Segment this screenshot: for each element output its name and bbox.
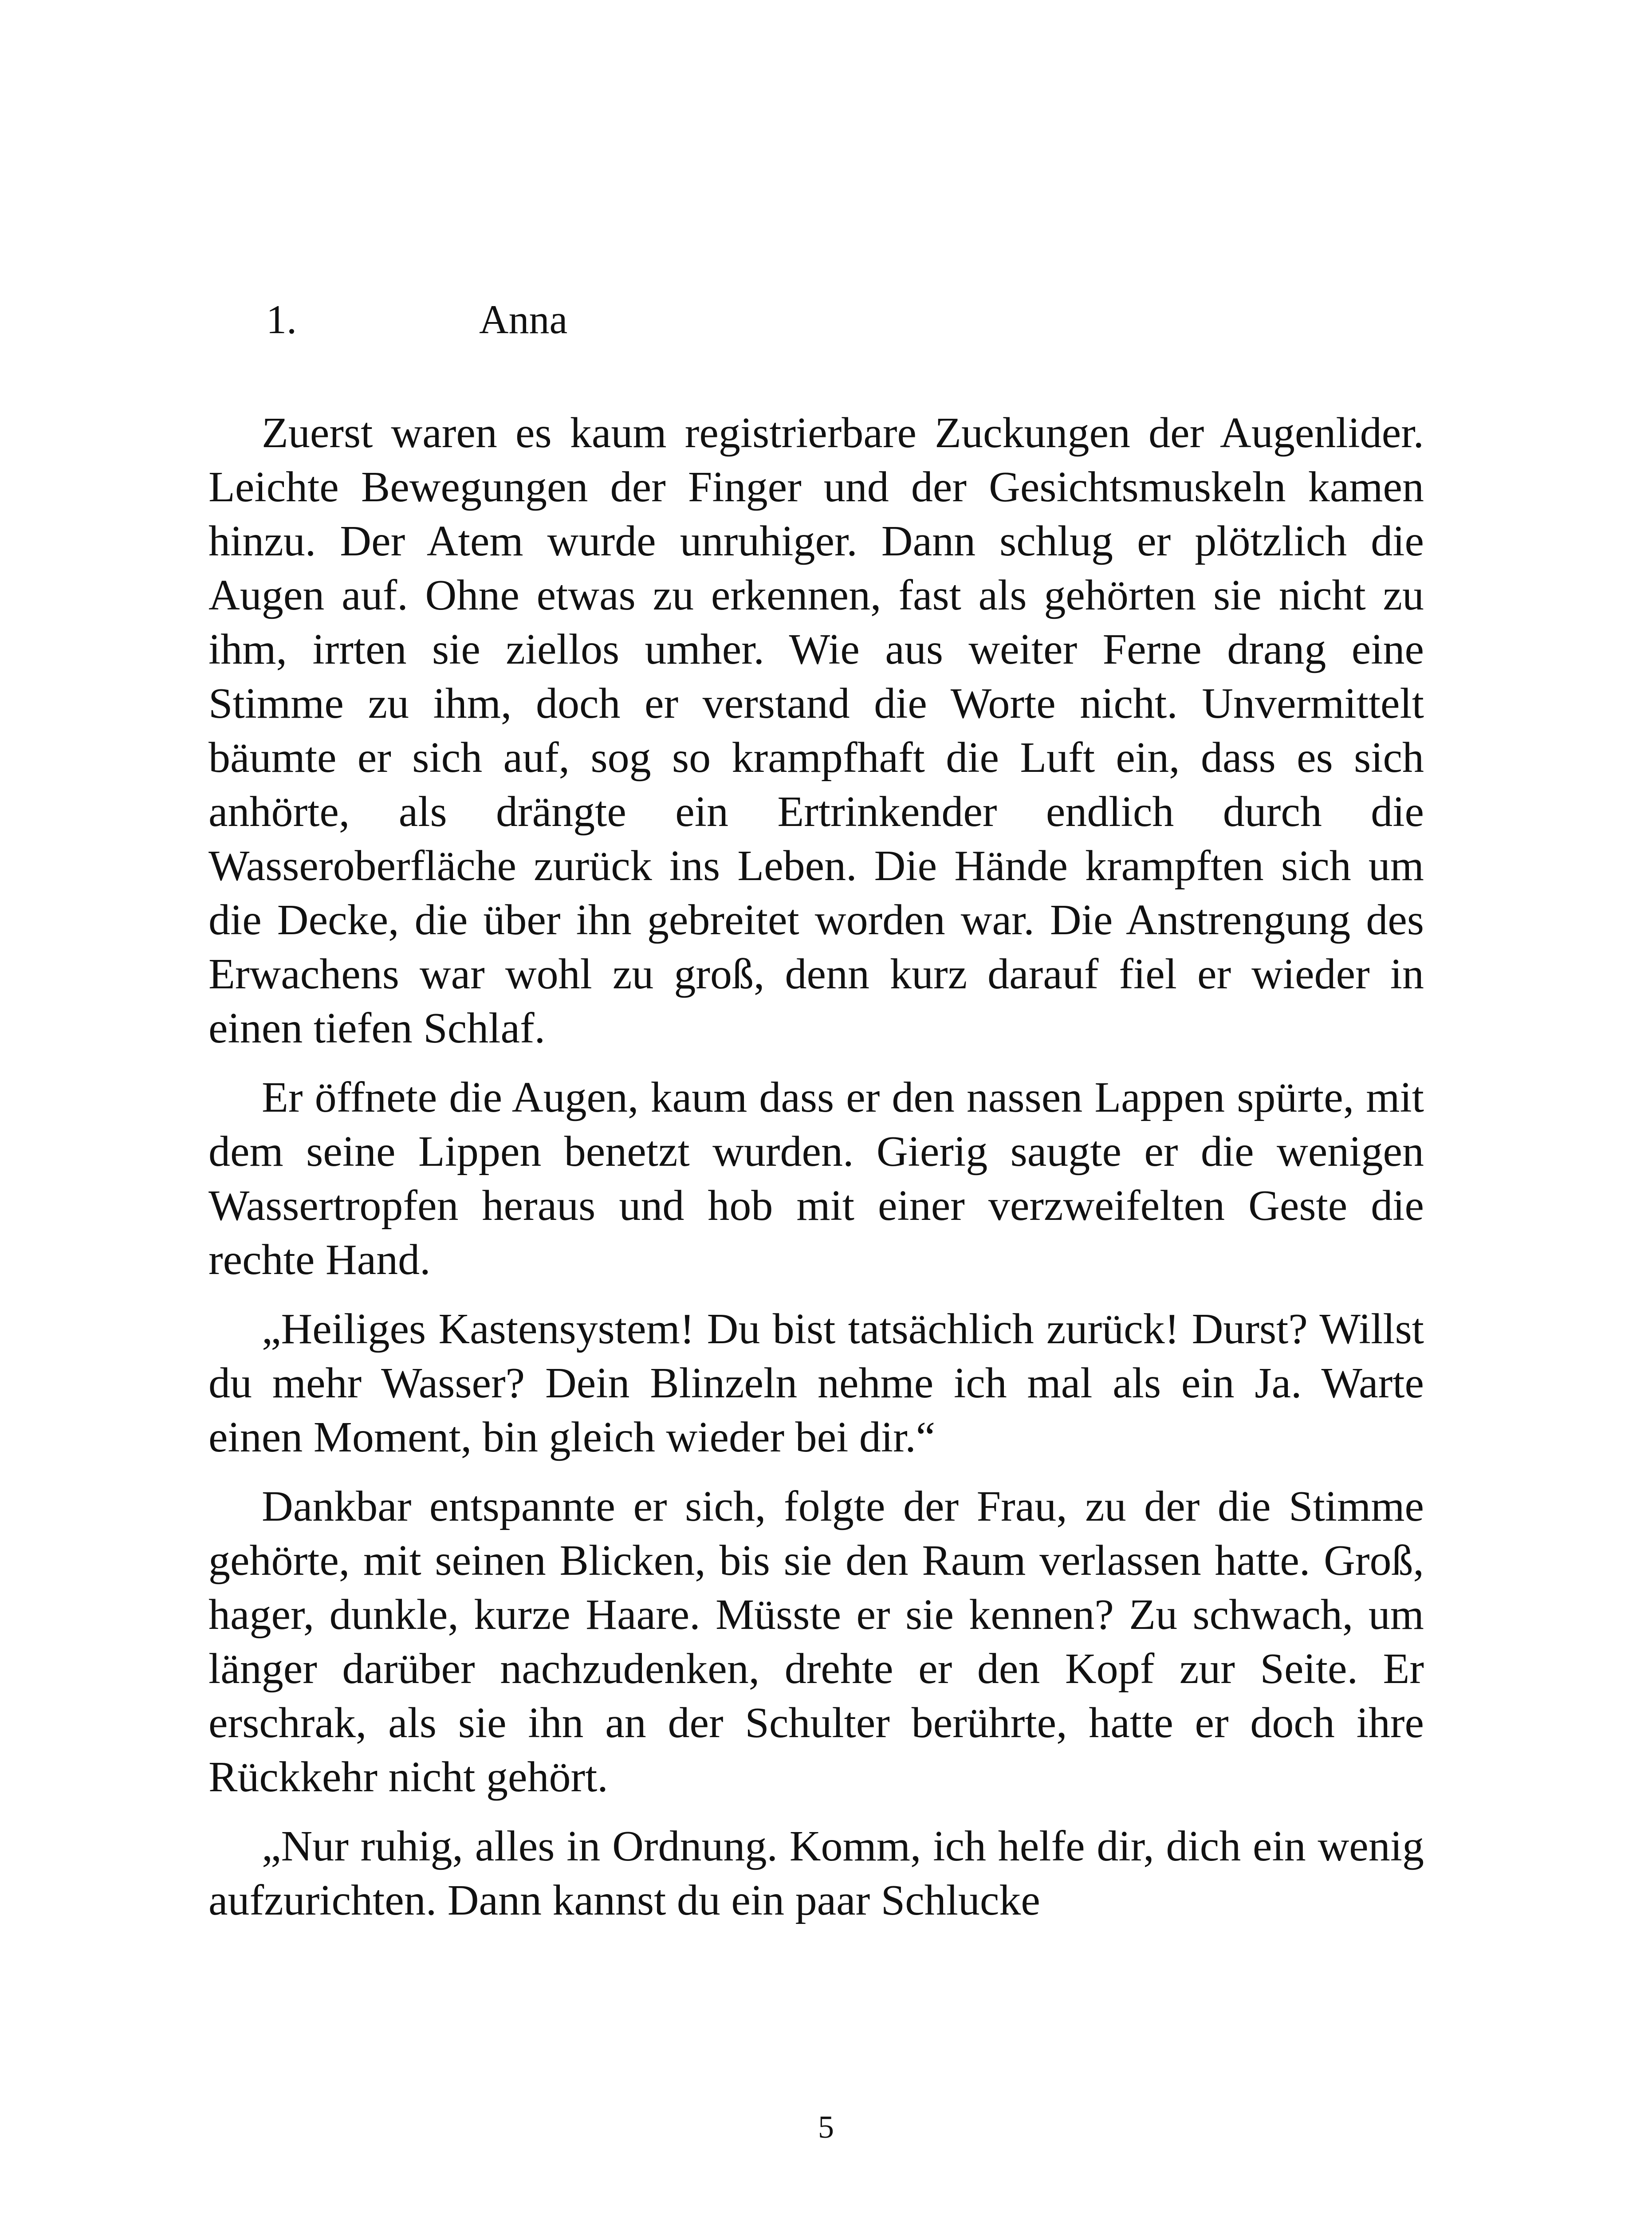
paragraph: Zuerst waren es kaum registrierbare Zuckungen der Augenlider. Leichte Bewegungen der Finger und der Gesichtsmuskeln kamen hinzu. Der Atem wurde unruhiger. Dann schlug er plötzlich die Augen auf. Ohne etwas zu erkennen, fast als gehörten sie nicht zu ihm, irrten sie ziellos umher. Wie aus weiter Ferne drang eine Stimme zu ihm, doch er verstand die Worte nicht. Unvermittelt bäumte er sich auf, sog so krampfhaft die Luft ein, dass es sich anhörte, als drängte ein Ertrinkender endlich durch die Wasseroberfläche zurück ins Leben. Die Hände krampften sich um die Decke, die über ihn gebreitet worden war. Die Anstrengung des Erwachens war wohl zu groß, denn kurz darauf fiel er wieder in einen tiefen Schlaf. bbox=[208, 409, 1424, 1052]
page-number: 5 bbox=[818, 2109, 834, 2145]
paragraph: „Nur ruhig, alles in Ordnung. Komm, ich helfe dir, dich ein wenig aufzurichten. Dann kannst du ein paar Schlucke bbox=[208, 1822, 1424, 1924]
paragraph: „Heiliges Kastensystem! Du bist tatsächlich zurück! Durst? Willst du mehr Wasser? Dein Blinzeln nehme ich mal als ein Ja. Warte einen Moment, bin gleich wieder bei dir.“ bbox=[208, 1305, 1424, 1461]
paragraph: Dankbar entspannte er sich, folgte der Frau, zu der die Stimme gehörte, mit seinen Blicken, bis sie den Raum verlassen hatte. Groß, hager, dunkle, kurze Haare. Müsste er sie kennen? Zu schwach, um länger darüber nachzudenken, drehte er den Kopf zur Seite. Er erschrak, als sie ihn an der Schulter berührte, hatte er doch ihre Rückkehr nicht gehört. bbox=[208, 1483, 1424, 1801]
chapter-number: 1. bbox=[266, 297, 297, 342]
chapter-title: Anna bbox=[479, 297, 568, 342]
chapter-heading bbox=[266, 293, 567, 346]
body-text bbox=[208, 406, 1424, 1927]
paragraph: Er öffnete die Augen, kaum dass er den nassen Lappen spürte, mit dem seine Lippen benetzt wurden. Gierig saugte er die wenigen Wassertropfen heraus und hob mit einer verzweifelten Geste die rechte Hand. bbox=[208, 1074, 1424, 1284]
